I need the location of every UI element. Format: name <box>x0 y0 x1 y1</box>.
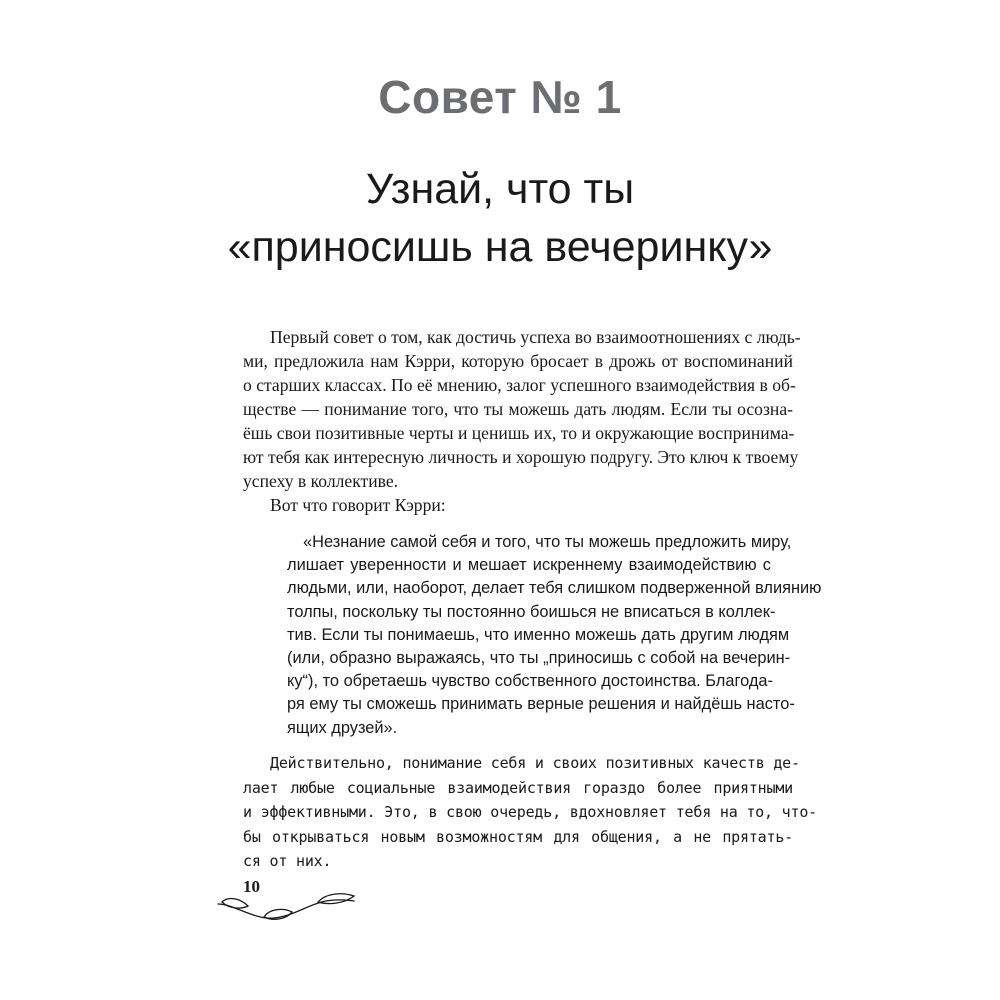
paragraph-intro <box>243 325 801 517</box>
text-line: ми, предложила нам Кэрри, которую бросает в дрожь от воспоминаний <box>243 351 793 371</box>
quote-line: ку“), то обретаешь чувство собственного достоинства. Благода- <box>287 672 773 691</box>
quote-line: ящих друзей». <box>287 718 398 737</box>
quote-line: толпы, поскольку ты постоянно боишься не вписаться в коллек- <box>287 602 776 621</box>
page-number: 10 <box>243 877 260 896</box>
quote-line: «Незнание самой себя и того, что ты можешь предложить миру, <box>303 533 792 551</box>
text-line: и эффективными. Это, в свою очередь, вдохновляет тебя на то, что- <box>243 803 817 821</box>
leaf-vine-icon <box>214 890 364 930</box>
chapter-title-line-2: «приносишь на вечеринку» <box>227 223 773 271</box>
quote-line: ря ему ты сможешь принимать верные решения и найдёшь насто- <box>287 695 795 714</box>
quote-line: людьми, или, наоборот, делает тебя слишком подверженной влиянию <box>287 579 822 598</box>
chapter-title-line-1: Узнай, что ты <box>365 165 635 213</box>
paragraph-conclusion <box>243 751 817 874</box>
quote-intro-line: Вот что говорит Кэрри: <box>270 495 446 515</box>
advice-number-heading: Совет № 1 <box>378 71 622 123</box>
quote-line: тив. Если ты понимаешь, что именно можешь дать другим людям <box>287 625 790 644</box>
text-line: о старших классах. По её мнению, залог успешного взаимодействия в об- <box>243 375 796 395</box>
text-line: ся от них. <box>243 852 332 870</box>
kerry-quote <box>287 531 822 740</box>
text-line: бы открываться новым возможностям для общения, а не прятать- <box>243 827 793 846</box>
text-line: ют тебя как интересную личность и хорошую подругу. Это ключ к твоему <box>243 447 799 467</box>
text-line: успеху в коллективе. <box>243 471 399 491</box>
quote-line: (или, образно выражаясь, что ты „приносишь с собой на вечерин- <box>287 648 791 667</box>
chapter-title <box>0 160 1000 276</box>
text-line: ществе — понимание того, что ты можешь дать людям. Если ты осозна- <box>243 399 793 419</box>
text-line: лает любые социальные взаимодействия гораздо более приятными <box>243 778 793 797</box>
text-line: Действительно, понимание себя и своих позитивных качеств де- <box>270 754 800 772</box>
text-line: Первый совет о том, как достичь успеха во взаимоотношениях с людь- <box>270 327 801 347</box>
text-line: ёшь свои позитивные черты и ценишь их, то и окружающие воспринима- <box>243 423 795 443</box>
quote-line: лишает уверенности и мешает искреннему взаимодействию с <box>287 556 771 575</box>
